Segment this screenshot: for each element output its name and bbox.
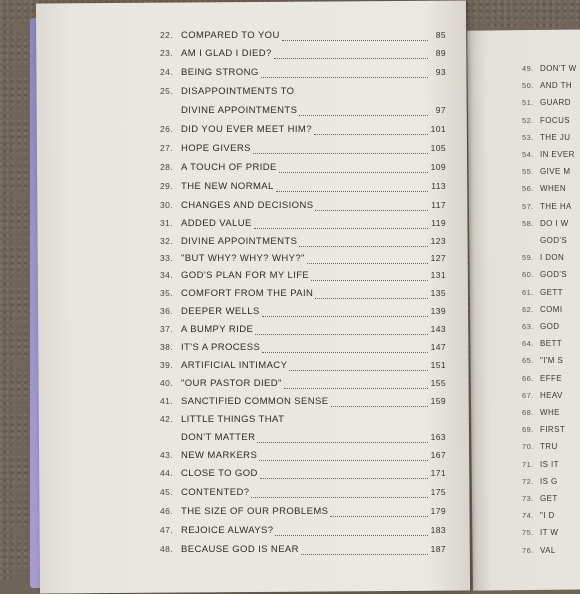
toc-entry-right [522, 81, 572, 95]
toc-entry [160, 396, 446, 412]
toc-entry-number: 75. [522, 528, 534, 538]
toc-entry-page: 101 [430, 124, 446, 134]
toc-entry-right [522, 391, 563, 405]
toc-entry-title: GOD [540, 322, 560, 331]
toc-entry [160, 432, 446, 448]
toc-entry-title: COMI [540, 304, 563, 314]
toc-entry-number: 64. [522, 339, 534, 349]
toc-entry-right [522, 253, 564, 267]
dot-leader [251, 496, 428, 498]
toc-entry-title: DO I W [540, 218, 569, 228]
toc-entry-number: 47. [160, 525, 174, 535]
toc-entry-right [522, 477, 558, 491]
toc-entry-title: ARTIFICIAL INTIMACY [181, 360, 288, 371]
toc-entry-right [522, 116, 570, 130]
dot-leader [274, 57, 428, 59]
toc-entry-number: 42. [160, 414, 174, 424]
toc-entry-number: 29. [160, 181, 174, 191]
toc-entry-number: 51. [522, 98, 534, 108]
dot-leader [314, 133, 428, 135]
toc-entry-number: 25. [160, 86, 174, 96]
toc-entry-number: 62. [522, 304, 534, 314]
toc-entry-page: 155 [430, 378, 446, 388]
toc-entry-number: 35. [160, 288, 174, 298]
toc-entry-number: 28. [160, 162, 174, 172]
toc-entry [160, 162, 446, 178]
dot-leader [299, 245, 428, 247]
dot-leader [289, 369, 428, 371]
dot-leader [284, 387, 428, 389]
toc-entry-number: 58. [522, 218, 534, 228]
dot-leader [315, 297, 428, 299]
toc-entry-number: 31. [160, 218, 174, 228]
toc-entry-page: 113 [431, 181, 446, 191]
toc-entry-right [522, 546, 556, 560]
toc-entry [160, 105, 446, 121]
dot-leader [253, 152, 428, 154]
toc-entry-page: 117 [431, 200, 446, 210]
dot-leader [279, 171, 428, 173]
toc-entry-number: 26. [160, 124, 174, 134]
toc-entry-title: DON'T MATTER [181, 432, 256, 443]
toc-entry-title: COMFORT FROM THE PAIN [181, 288, 314, 299]
toc-entry-number: 23. [160, 48, 174, 58]
toc-entry [160, 218, 446, 234]
toc-entry-title: THE NEW NORMAL [181, 181, 274, 192]
toc-entry-page: 131 [430, 270, 446, 280]
dot-leader [262, 315, 428, 317]
toc-entry-title: THE SIZE OF OUR PROBLEMS [181, 506, 329, 517]
toc-entry-number: 49. [522, 64, 534, 73]
toc-entry-page: 179 [430, 506, 446, 516]
toc-entry-number: 63. [522, 322, 534, 331]
dot-leader [254, 227, 428, 229]
toc-entry-number: 68. [522, 408, 534, 417]
toc-entry-page: 135 [430, 288, 446, 298]
toc-entry-number: 56. [522, 184, 534, 194]
toc-entry-right [522, 270, 567, 284]
toc-entry-number: 40. [160, 378, 174, 388]
toc-entry [160, 544, 446, 560]
toc-entry-right [522, 98, 571, 112]
toc-entry-title: GUARD [540, 98, 571, 108]
toc-entry-title: AND TH [540, 81, 573, 91]
dot-leader [257, 441, 428, 443]
toc-entry-title: CLOSE TO GOD [181, 468, 258, 479]
toc-entry-number: 27. [160, 143, 174, 153]
toc-entry-page: 175 [430, 487, 446, 497]
toc-entry-title: "BUT WHY? WHY? WHY?" [181, 253, 305, 264]
dot-leader [307, 262, 428, 264]
toc-entry-page: 127 [430, 253, 446, 263]
toc-entry-right [522, 64, 577, 78]
toc-entry-title: THE HA [540, 201, 572, 211]
toc-entry [160, 450, 446, 466]
toc-entry-number: 46. [160, 506, 174, 516]
toc-entry-right [522, 288, 563, 302]
toc-entry-page: 105 [430, 143, 446, 153]
toc-entry-right [522, 167, 570, 181]
toc-entry-title: CHANGES AND DECISIONS [181, 200, 314, 211]
toc-entry-right [522, 374, 562, 388]
toc-entry-number: 61. [522, 287, 534, 297]
toc-entry-title: IS IT [540, 459, 559, 469]
toc-entry-title: DISAPPOINTMENTS TO [181, 86, 295, 97]
toc-entry-number: 30. [160, 200, 174, 210]
toc-entry-title: TRU [540, 442, 558, 452]
toc-entry-right [522, 322, 559, 336]
toc-entry-title: THE JU [540, 132, 571, 142]
toc-entry-number: 50. [522, 81, 534, 91]
toc-entry-title: VAL [540, 545, 556, 555]
toc-entry-title: GIVE M [540, 167, 571, 177]
toc-entry [160, 181, 446, 197]
toc-entry-title: I DON [540, 253, 565, 263]
toc-entry [160, 86, 446, 102]
toc-entry-title: BECAUSE GOD IS NEAR [181, 544, 299, 555]
dot-leader [259, 459, 428, 461]
toc-entry-title: FOCUS [540, 115, 570, 125]
toc-entry-number: 24. [160, 67, 174, 77]
toc-entry-title: A BUMPY RIDE [181, 324, 254, 335]
toc-entry-right [522, 425, 565, 439]
toc-entry-page: 183 [430, 525, 446, 535]
toc-entry [160, 253, 446, 269]
toc-entry-title: IS G [540, 476, 558, 486]
toc-entry-number: 66. [522, 373, 534, 383]
toc-entry-page: 163 [430, 432, 446, 442]
toc-entry-page: 171 [430, 468, 446, 478]
toc-entry-title: "I'M S [540, 356, 564, 366]
dot-leader [331, 405, 428, 407]
toc-entry-page: 119 [431, 218, 446, 228]
toc-entry-right [522, 408, 560, 422]
toc-entry-title: SANCTIFIED COMMON SENSE [181, 396, 329, 407]
toc-entry [160, 378, 446, 394]
toc-entry-title: GOD'S PLAN FOR MY LIFE [181, 270, 310, 281]
toc-entry-title: FIRST [540, 425, 566, 435]
toc-entry [160, 48, 446, 64]
toc-entry-right [522, 236, 567, 250]
toc-entry-right [522, 460, 559, 474]
toc-entry-number: 65. [522, 356, 534, 366]
toc-entry-right [522, 494, 558, 508]
toc-entry-title: DID YOU EVER MEET HIM? [181, 124, 312, 135]
toc-entry-title: DEEPER WELLS [181, 306, 260, 317]
toc-entry-right [522, 339, 562, 353]
toc-entry-number: 71. [522, 459, 534, 469]
toc-entry-page: 89 [435, 48, 446, 58]
toc-entry [160, 487, 446, 503]
toc-entry [160, 525, 446, 541]
toc-entry-number: 72. [522, 476, 534, 486]
toc-entry-title: DIVINE APPOINTMENTS [181, 105, 298, 116]
toc-entry-right [522, 219, 569, 233]
toc-entry-page: 167 [430, 450, 446, 460]
toc-entry-number: 73. [522, 494, 534, 503]
toc-entry-title: DIVINE APPOINTMENTS [181, 236, 298, 247]
toc-entry [160, 506, 446, 522]
toc-entry-number: 34. [160, 270, 174, 280]
toc-entry-number: 53. [522, 132, 534, 142]
toc-entry-number: 70. [522, 442, 534, 452]
toc-entry-title: DON'T W [540, 64, 577, 73]
toc-entry-right [522, 202, 572, 216]
toc-entry-page: 93 [435, 67, 446, 77]
toc-entry [160, 236, 446, 252]
toc-entry-number: 55. [522, 167, 534, 177]
toc-entry-page: 109 [430, 162, 446, 172]
dot-leader [262, 351, 428, 353]
toc-entry-title: REJOICE ALWAYS? [181, 525, 274, 536]
toc-entry-right [522, 305, 563, 319]
toc-entry-page: 97 [435, 105, 446, 115]
toc-entry-right [522, 184, 566, 198]
toc-entry-number: 52. [522, 115, 534, 125]
toc-entry-right [522, 356, 563, 370]
toc-entry-title: IT W [540, 528, 559, 538]
toc-entry-page: 85 [435, 30, 446, 40]
toc-entry-number: 54. [522, 150, 534, 159]
toc-entry-number: 60. [522, 270, 534, 280]
toc-entry-number: 45. [160, 487, 174, 497]
toc-entry-number: 67. [522, 390, 534, 400]
toc-entry-number: 44. [160, 468, 174, 478]
toc-entry-right [522, 511, 555, 525]
table-of-contents-right [522, 64, 580, 584]
toc-entry-number: 33. [160, 253, 174, 263]
toc-entry-title: IN EVER [540, 150, 575, 159]
toc-entry-title: NEW MARKERS [181, 450, 258, 461]
toc-entry-page: 147 [430, 342, 446, 352]
dot-leader [301, 553, 428, 555]
toc-entry-number: 43. [160, 450, 174, 460]
toc-entry [160, 360, 446, 376]
toc-entry-number: 32. [160, 236, 174, 246]
toc-entry [160, 30, 446, 46]
dot-leader [299, 114, 428, 116]
dot-leader [330, 515, 428, 517]
dot-leader [276, 190, 428, 192]
toc-entry-title: BETT [540, 339, 563, 349]
toc-entry-page: 187 [430, 544, 446, 554]
toc-entry-title: GOD'S [540, 270, 568, 280]
toc-entry-number: 48. [160, 544, 174, 554]
toc-entry [160, 306, 446, 322]
dot-leader [255, 333, 428, 335]
toc-entry [160, 270, 446, 286]
toc-entry-title: EFFE [540, 373, 563, 383]
toc-entry-title: WHEN [540, 184, 567, 194]
toc-entry-number: 22. [160, 30, 174, 40]
toc-entry [160, 124, 446, 140]
toc-entry-number: 41. [160, 396, 174, 406]
toc-entry-title: "I D [540, 511, 555, 521]
toc-entry-title: COMPARED TO YOU [181, 30, 280, 41]
toc-entry [160, 200, 446, 216]
toc-entry-number: 59. [522, 253, 534, 263]
toc-entry-number: 76. [522, 545, 534, 555]
toc-entry-page: 151 [430, 360, 446, 370]
toc-entry-title: A TOUCH OF PRIDE [181, 162, 277, 173]
toc-entry-right [522, 133, 570, 147]
toc-entry-page: 159 [430, 396, 446, 406]
toc-entry [160, 468, 446, 484]
toc-entry-title: AM I GLAD I DIED? [181, 48, 272, 59]
toc-entry-number: 57. [522, 201, 534, 211]
dot-leader [282, 39, 428, 41]
toc-entry-number: 74. [522, 511, 534, 521]
toc-entry [160, 67, 446, 83]
toc-entry-title: GETT [540, 287, 563, 297]
toc-entry-number: 39. [160, 360, 174, 370]
dot-leader [260, 477, 428, 479]
toc-entry-title: WHE [540, 408, 560, 417]
toc-entry-page: 139 [430, 306, 446, 316]
toc-entry-number: 69. [522, 425, 534, 435]
toc-entry-title: ADDED VALUE [181, 218, 252, 229]
dot-leader [315, 209, 428, 211]
toc-entry-title: HOPE GIVERS [181, 143, 251, 154]
toc-entry-title: "OUR PASTOR DIED" [181, 378, 282, 389]
toc-entry-page: 123 [430, 236, 446, 246]
toc-entry-right [522, 442, 558, 456]
toc-entry-title: GET [540, 494, 558, 503]
dot-leader [275, 534, 428, 536]
toc-entry-number: 36. [160, 306, 174, 316]
toc-entry [160, 342, 446, 358]
toc-entry-title: LITTLE THINGS THAT [181, 414, 285, 425]
dot-leader [311, 279, 428, 281]
toc-entry-title: CONTENTED? [181, 487, 250, 498]
toc-entry [160, 324, 446, 340]
toc-entry-page: 143 [430, 324, 446, 334]
toc-entry-right [522, 150, 575, 164]
toc-entry-title: IT'S A PROCESS [181, 342, 261, 353]
toc-entry-number: 37. [160, 324, 174, 334]
toc-entry-title: BEING STRONG [181, 67, 259, 78]
toc-entry [160, 288, 446, 304]
dot-leader [261, 76, 428, 78]
toc-entry-title: HEAV [540, 390, 563, 400]
toc-entry [160, 414, 446, 430]
toc-entry [160, 143, 446, 159]
toc-entry-right [522, 528, 558, 542]
toc-entry-number: 38. [160, 342, 174, 352]
toc-entry-title: GOD'S [540, 236, 568, 245]
